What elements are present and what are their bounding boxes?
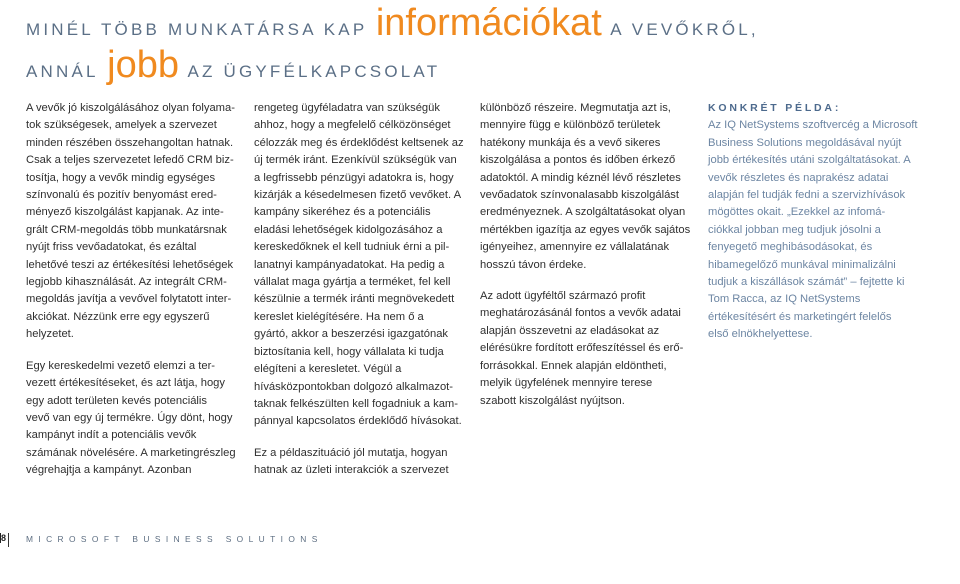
- footer-divider: [8, 533, 9, 547]
- paragraph: Ez a példaszituáció jól mutatja, hogyan hatnak az üzleti interakciók a szervezet: [254, 446, 449, 477]
- body-column-1: [26, 100, 241, 494]
- page-footer: [0, 533, 960, 549]
- footer-brand: MICROSOFT BUSINESS SOLUTIONS: [26, 534, 323, 544]
- headline-line-1: [26, 2, 759, 45]
- headline-highlight-2: jobb: [107, 44, 179, 86]
- page-number: 8: [1, 533, 7, 543]
- case-study-text: Az IQ NetSystems szoftvercég a Microsoft Business Solutions megoldásával nyújt jobb értékesítés utáni szolgáltatásokat. A vevők részletes és naprakész adatai alapján fel tudják fedni a szervizhívások mögöttes okait. „Ezekkel az infomá- ciókkal jobban meg tudjuk jósolni a fenyegető meghibásodásokat, és hibamegelőző munkával minimalizálni tudjuk a kiszállások számát” – fejtette ki Tom Racca, az IQ NetSystems értékesítésért és marketingért felelős első elnökhelyettese.: [708, 119, 918, 341]
- headline-line-2: [26, 44, 440, 87]
- paragraph: Egy kereskedelmi vezető elemzi a ter- vezett értékesítéseket, és azt látja, hogy egy adott területen kevés potenciális vevő van egy új termékre. Úgy dönt, hogy kampányt indít a potenciális vevők számának növelésére. A marketingrészleg végrehajtja a kampányt. Azonban: [26, 359, 236, 477]
- body-column-2: [254, 100, 469, 494]
- paragraph: rengeteg ügyféladatra van szükségük ahhoz, hogy a megfelelő célközönséget célozzák meg és érdeklődést keltsenek az új termék iránt. Ezenkívül szükségük van a legfrissebb pénzügyi adatokra is, hogy kizárják a késedelmesen fizető vevőket. A kampány sikeréhez és a potenciális eladási lehetőségek kidolgozásához a kereskedőknek el kell tudniuk érni a pil- lanatnyi kampányadatokat. Ha pedig a vállalat maga gyártja a terméket, fel kell készülnie a termék iránti megnövekedett kereslet kielégítésére. Ha nem ő a gyártó, akkor a beszerzési igazgatónak biztosítania kell, hogy vállalata ki tudja elégíteni a keresletet. Végül a hívásközpontokban dolgozó alkalmazot- taknak felkészülten kell fogadniuk a kam- pánnyal kapcsolatos érdeklődő hívásokat.: [254, 102, 464, 428]
- case-study-sidebar: [708, 100, 933, 358]
- paragraph: Az adott ügyféltől származó profit meghatározásánál fontos a vevők adatai alapján összevetni az eladásokat az elérésükre fordított erőfeszítéssel és erő- forrásokkal. Ennek alapján eldöntheti, melyik ügyfelének mennyire terese szabott kiszolgálást nyújtson.: [480, 290, 684, 407]
- body-column-3: [480, 100, 695, 424]
- headline-prefix-2: ANNÁL: [26, 62, 99, 81]
- headline-suffix-1: A VEVŐKRŐL,: [610, 20, 759, 39]
- paragraph: A vevők jó kiszolgálásához olyan folyama- tok szükségesek, amelyek a szervezet minden részében összehangoltan hatnak. Csak a teljes szervezetet lefedő CRM biz- tosítja, hogy a vevők mindig egységes színvonalú és pozitív benyomást ered- ményező kiszolgálást kapjanak. Az inte- grált CRM-megoldás több munkatársnak nyújt friss vevőadatokat, és ezáltal lehetővé teszi az értékesítési lehetőségek legjobb kihasználását. Az integrált CRM- megoldás javítja a vevővel folytatott inter- akciókat. Nézzünk erre egy egyszerű helyzetet.: [26, 102, 235, 341]
- headline-suffix-2: AZ ÜGYFÉLKAPCSOLAT: [187, 62, 441, 81]
- case-study-kicker: KONKRÉT PÉLDA:: [708, 102, 842, 114]
- headline-prefix-1: MINÉL TÖBB MUNKATÁRSA KAP: [26, 20, 368, 39]
- headline-highlight-1: információkat: [375, 2, 602, 44]
- paragraph: különböző részeire. Megmutatja azt is, mennyire függ e különböző területek hatékony munkája és a vevő sikeres kiszolgálása a pontos és időben érkező adatoktól. A mindig kéznél lévő részletes vevőadatok színvonalasabb kiszolgálást eredményeznek. A szolgáltatásokat olyan mértékben igazítja az egyes vevők sajátos igényeihez, amennyire ez vállalatának hosszú távon érdeke.: [480, 102, 691, 271]
